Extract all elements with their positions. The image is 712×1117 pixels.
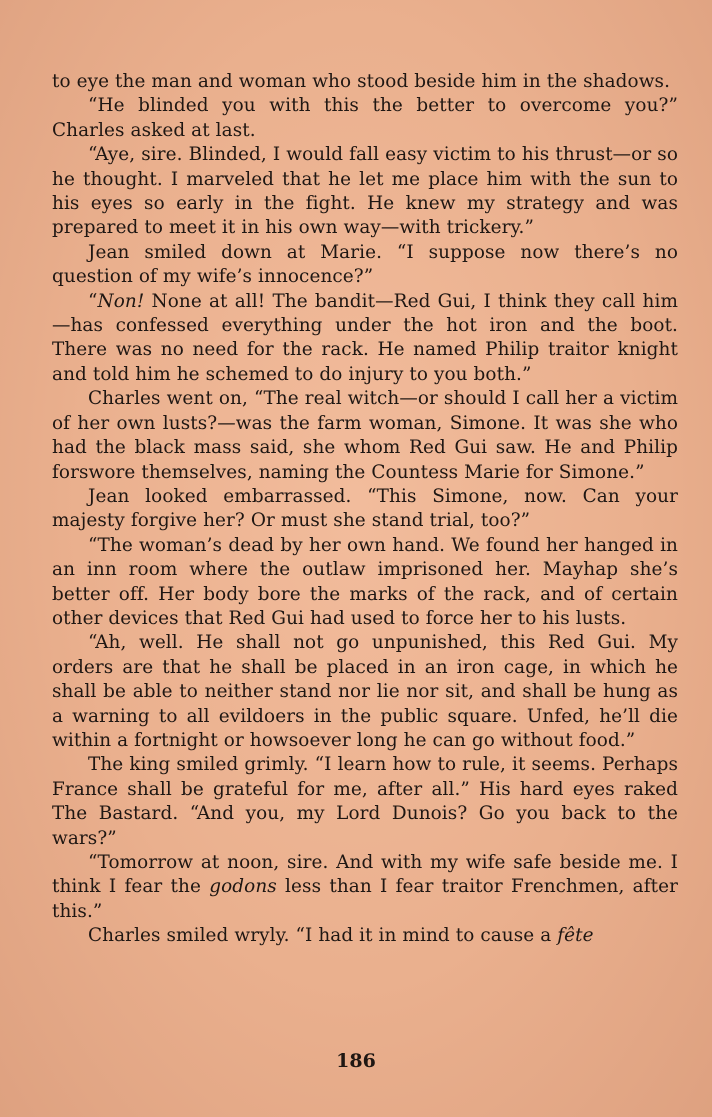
text-run: “ [88,290,98,312]
text-run: Charles smiled wryly. “I had it in mind to cause a [88,925,558,947]
paragraph [52,485,678,534]
paragraph [52,70,678,94]
text-run: “Tomorrow at noon, sire. And with my wife safe beside me. I think I fear the [52,852,678,898]
paragraph [52,387,678,485]
text-run: “The woman’s dead by her own hand. We found her hanged in an inn room where the outlaw imprisoned her. Mayhap she’s better off. Her body bore the marks of the rack, and of certain other devices that Red Gui had used to force her to his lusts. [52,534,678,629]
paragraph [52,94,678,143]
paragraph [52,851,678,924]
text-run: “He blinded you with this the better to overcome you?” Charles asked at last. [52,95,678,141]
paragraph [52,290,678,388]
page-number: 186 [336,1050,376,1072]
text-run: less than I fear traitor Frenchmen, after this.” [52,876,678,922]
paragraph [52,753,678,851]
paragraph [52,924,678,948]
text-run: “Aye, sire. Blinded, I would fall easy victim to his thrust—or so he thought. I marveled that he let me place him with the sun to his eyes so early in the fight. He knew my strategy and was prepared to meet it in his own way—with trickery.” [52,144,678,239]
text-run: “Ah, well. He shall not go unpunished, this Red Gui. My orders are that he shall be placed in an iron cage, in which he shall be able to neither stand nor lie nor sit, and shall be hung as a warning to all evildoers in the public square. Unfed, he’ll die within a fortnight or howsoever long he can go without food.” [52,632,678,751]
paragraph [52,241,678,290]
text-run: Charles went on, “The real witch—or should I call her a victim of her own lusts?—was the farm woman, Simone. It was she who had the black mass said, she whom Red Gui saw. He and Philip forswore themselves, naming the Countess Marie for Simone.” [52,388,678,483]
text-run: The king smiled grimly. “I learn how to rule, it seems. Perhaps France shall be grateful for me, after all.” His hard eyes raked The Bastard. “And you, my Lord Dunois? Go you back to the wars?” [52,754,678,849]
page-body [52,70,678,949]
italic-text-run: Non! [97,290,145,312]
italic-text-run: fête [557,925,594,947]
text-run: to eye the man and woman who stood beside him in the shadows. [52,71,671,92]
paragraph [52,631,678,753]
text-run: None at all! The bandit—Red Gui, I think they call him—has confessed everything under the hot iron and the boot. There was no need for the rack. He named Philip traitor knight and told him he schemed to do injury to you both.” [52,290,678,385]
italic-text-run: godons [209,876,277,898]
text-run: Jean smiled down at Marie. “I suppose now there’s no question of my wife’s innocence?” [52,241,678,288]
paragraph [52,534,678,632]
text-run: Jean looked embarrassed. “This Simone, now. Can your majesty forgive her? Or must she stand trial, too?” [52,485,678,532]
paragraph [52,143,678,241]
